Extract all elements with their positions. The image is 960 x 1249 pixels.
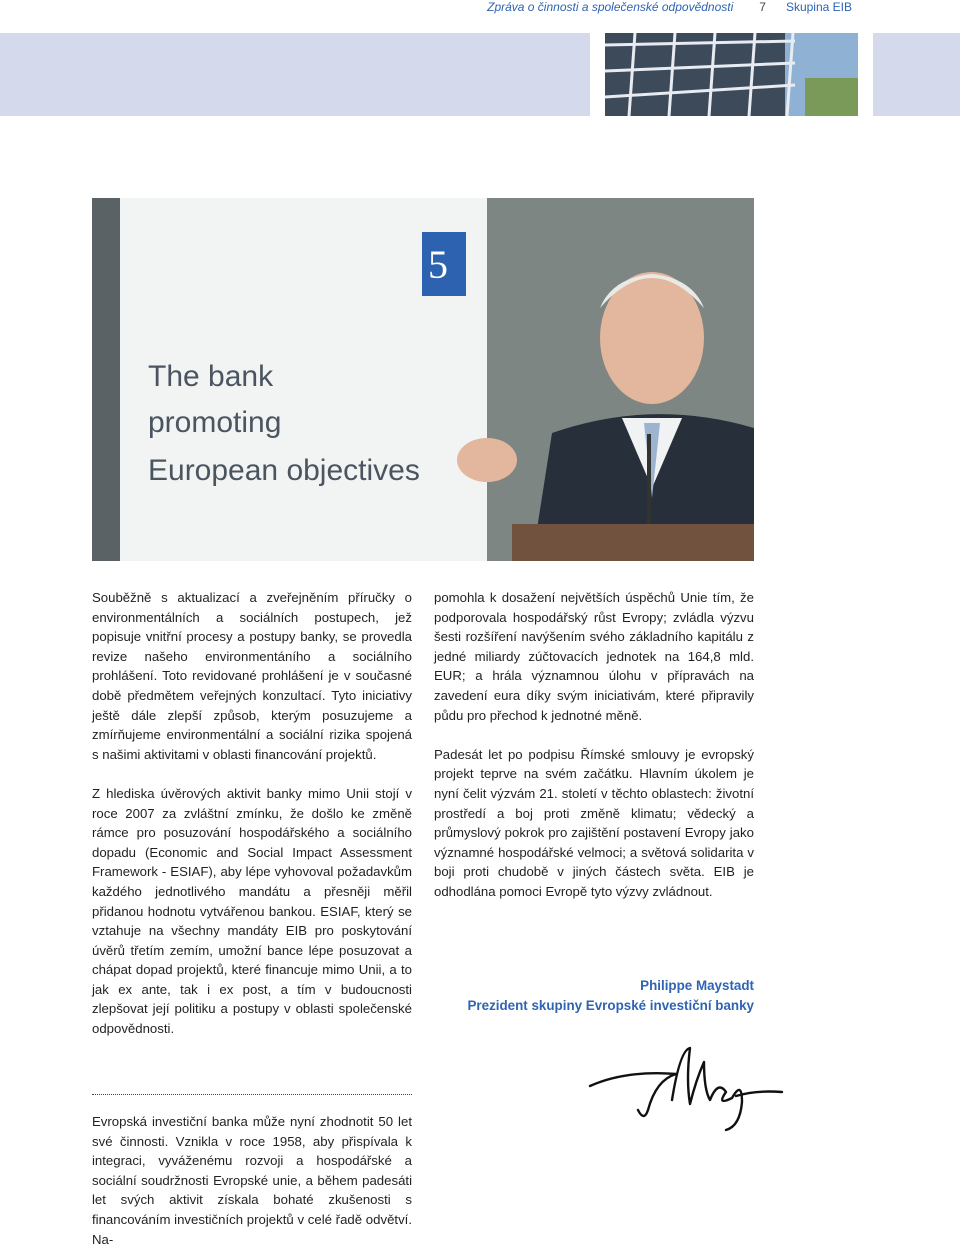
report-title: Zpráva o činnosti a společenské odpovědnosti [487,0,734,14]
paragraph: pomohla k dosažení největších úspěchů Unie tím, že podporovala hospodářský růst Evropy; zvládla výzvu šesti rozšíření navýšením svého základního kapitálu z jedné miliardy zúčtovacích jednotek na 164,8 mld. EUR; a hrála významnou úlohu v přípravách na zavedení eura díky svým iniciativám, které připravily půdu pro přechod k jednotné měně. [434,590,754,723]
svg-text:5: 5 [428,242,448,287]
signatory-block [467,976,754,1015]
banner-band-left [0,33,590,116]
banner-solar-image [605,33,858,116]
running-header [487,0,852,14]
handwritten-signature-icon [586,1040,786,1132]
signatory-role: Prezident skupiny Evropské investiční banky [467,997,754,1013]
speaker-photo-image [92,198,754,561]
footnote-text: Evropská investiční banka může nyní zhodnotit 50 let své činnosti. Vznikla v roce 1958, aby přispívala k integraci, vyváženému rozvoji a hospodářské a sociální soudržnosti Evropské unie, a během padesáti let svých aktivit získala bohaté zkušenosti s financováním investičních projektů v celé řadě odvětví. Na- [92,1114,412,1247]
article-right-column [434,588,754,921]
paragraph: Souběžně s aktualizací a zveřejněním příručky o environmentálních a sociálních postupech, jež popisuje vnitřní procesy a postupy banky, se provedla revize našeho environmentáního a sociálního prohlášení. Toto revidované prohlášení je v současné době předmětem veřejných konzultací. Tyto iniciativy ještě dále zlepší způsob, kterým posuzujeme a zmírňujeme environmentální a sociální rizika spojená s našimi aktivitami v oblasti financování projektů. [92,590,412,762]
slide-text-line-3: European objectives [148,454,420,487]
footnote-divider [92,1094,412,1095]
signatory-name: Philippe Maystadt [640,978,754,993]
solar-panel-icon [605,33,858,116]
page-number: 7 [759,0,766,14]
slide-text-line-2: promoting [148,406,282,439]
slide-text-line-1: The bank [148,360,274,393]
paragraph: Padesát let po podpisu Římské smlouvy je evropský projekt teprve na svém začátku. Hlavním úkolem je nyní čelit výzvám 21. století v těchto oblastech: životní prostředí a boj proti změně klimatu; vědecký a průmyslový pokrok pro zajištění postavení Evropy jako významné hospodářské velmoci; a světová solidarita v boji proti chudobě v jiných částech světa. EIB je odhodlána pomoci Evropě tyto výzvy zvládnout. [434,746,754,899]
speaker-photo [92,198,754,561]
banner-band-right [873,33,960,116]
brand-name: Skupina EIB [785,0,852,14]
top-banner [0,33,960,116]
article-left-column [92,588,412,1058]
paragraph: Z hlediska úvěrových aktivit banky mimo Unii stojí v roce 2007 za zvláštní zmínku, že došlo ke změně rámce pro posuzování hospodářského a sociálního dopadu (Economic and Social Impact Assessment Framework - ESIAF), aby lépe vyhovoval požadavkům každého jednotlivého mandátu a přesněji měřil přidanou hodnotu vytvářenou bankou. ESIAF, který se vztahuje na všechny mandáty EIB pro poskytování úvěrů třetím zemím, umožní bance lépe posuzovat a chápat dopad projektů, které financuje mimo Unii, a to jak ex ante, tak i ex post, a tím v budoucnosti zlepšovat její politiku a postupy v oblasti společenské odpovědnosti. [92,785,412,1037]
